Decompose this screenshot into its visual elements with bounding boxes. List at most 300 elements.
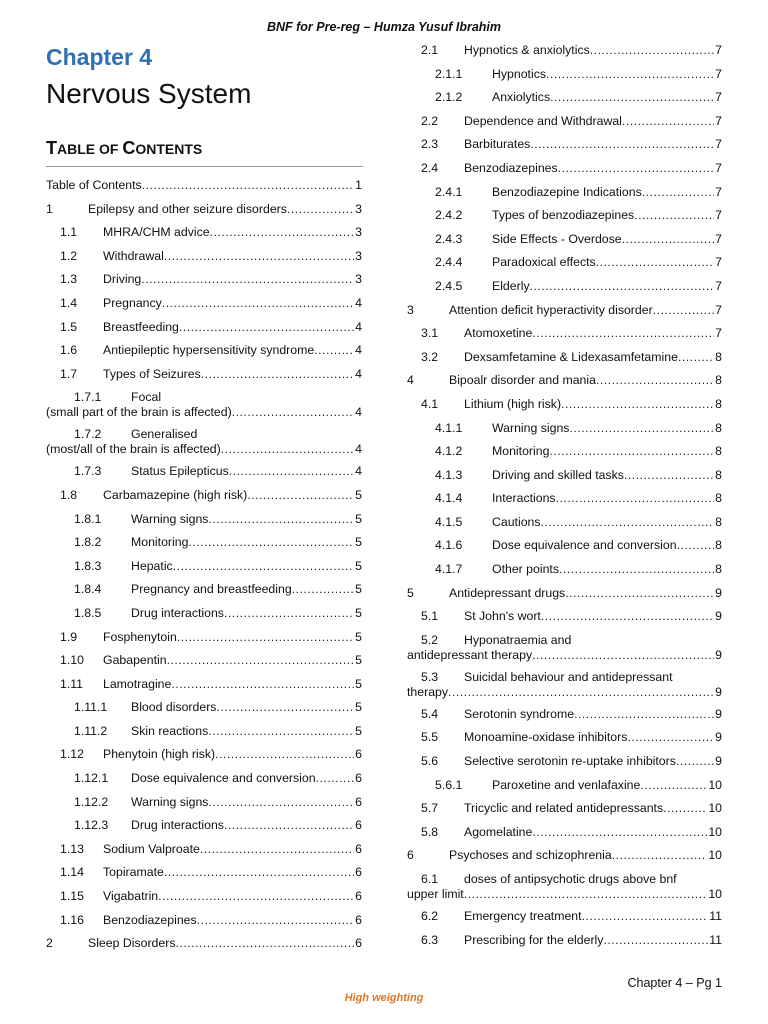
toc-entry-page: 7 (715, 113, 722, 128)
toc-entry-page: 8 (715, 373, 722, 388)
toc-entry-page: 4 (355, 405, 362, 420)
toc-entry[interactable] (46, 677, 362, 692)
leader-dots (215, 747, 354, 762)
toc-entry-page: 3 (355, 201, 362, 216)
toc-entry-text: Psychoses and schizophrenia (449, 848, 612, 863)
leader-dots (247, 488, 354, 503)
toc-entry-text: Warning signs (492, 420, 570, 435)
leader-dots (448, 685, 714, 700)
toc-entry-text: Elderly (492, 278, 530, 293)
leader-dots (464, 887, 708, 902)
toc-entry-number: 1.12.2 (74, 794, 109, 809)
leader-dots (179, 320, 354, 335)
toc-entry[interactable] (407, 848, 722, 863)
toc-entry-number: 5.7 (421, 801, 439, 816)
toc-entry-page: 6 (355, 889, 362, 904)
toc-entry-text: Monitoring (131, 535, 189, 550)
toc-entry[interactable] (46, 464, 362, 479)
toc-entry-number: 6.3 (421, 932, 439, 947)
toc-entry[interactable] (407, 515, 722, 530)
toc-entry-number: 2 (46, 936, 53, 951)
leader-dots (559, 562, 714, 577)
leader-dots (558, 161, 714, 176)
leader-dots (232, 405, 354, 420)
toc-entry[interactable] (46, 178, 362, 193)
leader-dots (622, 114, 714, 129)
toc-entry-text-cont: (small part of the brain is affected) (46, 405, 232, 420)
toc-entry[interactable] (407, 279, 722, 294)
toc-entry-text: Bipoalr disorder and mania (449, 373, 596, 388)
leader-dots (556, 491, 715, 506)
toc-entry[interactable] (46, 272, 362, 287)
toc-entry-number: 1.14 (60, 865, 84, 880)
leader-dots (208, 512, 354, 527)
toc-entry-page: 6 (355, 865, 362, 880)
toc-entry[interactable] (46, 320, 362, 335)
toc-entry-page: 9 (715, 647, 722, 662)
toc-entry[interactable] (407, 778, 722, 793)
toc-entry-text: Driving and skilled tasks (492, 467, 624, 482)
leader-dots (175, 936, 354, 951)
toc-entry-text: Withdrawal (103, 248, 164, 263)
leader-dots (532, 648, 714, 663)
toc-heading-c: C (122, 138, 136, 158)
toc-entry[interactable] (407, 730, 722, 745)
toc-entry-text: Benzodiazepines (103, 912, 197, 927)
toc-entry-number: 1.7.3 (74, 464, 102, 479)
toc-entry-text: Gabapentin (103, 653, 167, 668)
toc-entry[interactable] (407, 114, 722, 129)
toc-entry-text: Phenytoin (high risk) (103, 747, 216, 762)
toc-entry-page: 4 (355, 319, 362, 334)
toc-entry-text: Fosphenytoin (103, 629, 177, 644)
toc-entry-text: Emergency treatment (464, 909, 582, 923)
toc-entry-text: Drug interactions (131, 605, 224, 620)
toc-entry-number: 5.3 (421, 669, 439, 684)
toc-entry-number: 1.16 (60, 912, 84, 927)
toc-entry-number: 4 (407, 373, 414, 388)
toc-entry-page: 8 (715, 396, 722, 411)
toc-entry-page: 9 (715, 706, 722, 721)
toc-entry-page: 9 (715, 754, 722, 769)
toc-entry-number: 2.4.1 (435, 184, 463, 199)
leader-dots (177, 630, 354, 645)
toc-entry-text-cont: antidepressant therapy (407, 647, 533, 662)
toc-entry[interactable] (407, 373, 722, 388)
leader-dots (561, 397, 714, 412)
toc-entry-page: 6 (355, 747, 362, 762)
toc-entry[interactable] (407, 208, 722, 223)
toc-entry[interactable] (46, 225, 362, 240)
toc-entry[interactable] (46, 582, 362, 597)
toc-entry[interactable] (407, 468, 722, 483)
toc-entry[interactable] (407, 801, 722, 816)
toc-entry-page: 4 (355, 442, 362, 457)
leader-dots (287, 202, 354, 217)
toc-entry-page: 7 (715, 90, 722, 105)
toc-entry[interactable] (407, 421, 722, 436)
toc-entry-text: Drug interactions (131, 818, 224, 833)
leader-dots (188, 535, 354, 550)
toc-entry-number: 1 (46, 201, 53, 216)
toc-entry[interactable] (407, 562, 722, 577)
toc-entry-text: Lithium (high risk) (464, 396, 562, 411)
toc-entry-page: 6 (355, 794, 362, 809)
toc-entry[interactable] (407, 538, 722, 553)
toc-entry-number: 5.2 (421, 632, 439, 647)
toc-entry-page: 7 (715, 278, 722, 293)
leader-dots (653, 303, 714, 318)
toc-entry-number: 2.4.3 (435, 231, 463, 246)
toc-entry-page: 3 (355, 225, 362, 240)
toc-entry-page: 4 (355, 295, 362, 310)
leader-dots (158, 889, 354, 904)
toc-entry-number: 1.9 (60, 629, 78, 644)
toc-entry-page: 6 (355, 841, 362, 856)
toc-entry[interactable] (407, 933, 722, 948)
toc-entry-number: 2.3 (421, 137, 439, 152)
leader-dots (208, 724, 354, 739)
leader-dots (541, 609, 714, 624)
toc-entry[interactable] (46, 889, 362, 904)
toc-entry-text: Lamotragine (103, 676, 172, 691)
toc-heading (46, 138, 202, 159)
toc-entry[interactable] (407, 326, 722, 341)
toc-entry-number: 4.1.5 (435, 514, 463, 529)
toc-entry-number: 1.7.2 (74, 427, 102, 442)
toc-entry-page: 11 (709, 932, 722, 947)
toc-right-column (407, 43, 722, 956)
toc-entry[interactable] (46, 427, 362, 457)
toc-entry[interactable] (407, 185, 722, 200)
toc-entry-text: Other points (492, 562, 559, 577)
toc-entry-page: 5 (355, 723, 362, 738)
toc-entry[interactable] (46, 865, 362, 880)
toc-entry-number: 5.8 (421, 824, 439, 839)
toc-entry[interactable] (46, 630, 362, 645)
leader-dots (197, 913, 354, 928)
toc-entry-page: 7 (715, 231, 722, 246)
toc-entry-text-cont: upper limit (407, 887, 464, 901)
toc-entry-text: Driving (103, 272, 142, 287)
toc-entry[interactable] (407, 232, 722, 247)
toc-entry-text: Attention deficit hyperactivity disorder (449, 302, 653, 317)
toc-entry[interactable] (407, 491, 722, 506)
leader-dots (208, 795, 354, 810)
toc-entry-page: 7 (715, 326, 722, 341)
toc-entry-number: 1.2 (60, 248, 78, 263)
toc-entry-text: Focal (131, 390, 162, 405)
toc-entry[interactable] (407, 909, 722, 924)
toc-entry-page: 8 (715, 467, 722, 482)
toc-entry-number: 1.8.2 (74, 535, 102, 550)
toc-entry[interactable] (46, 488, 362, 503)
toc-entry-page: 8 (715, 514, 722, 529)
leader-dots (634, 208, 714, 223)
leader-dots (678, 350, 714, 365)
toc-entry-number: 4.1.4 (435, 491, 463, 506)
toc-entry[interactable] (407, 633, 722, 663)
leader-dots (221, 442, 354, 457)
leader-dots (546, 67, 714, 82)
toc-entry-number: 1.11.1 (74, 700, 108, 715)
toc-entry[interactable] (407, 303, 722, 318)
toc-entry-text: Barbiturates (464, 137, 531, 152)
toc-entry-text: Epilepsy and other seizure disorders (88, 201, 287, 216)
toc-entry-page: 3 (355, 272, 362, 287)
toc-entry-number: 1.10 (60, 653, 84, 668)
toc-entry[interactable] (407, 161, 722, 176)
toc-entry-number: 4.1 (421, 396, 439, 411)
toc-entry-page: 10 (708, 887, 722, 901)
leader-dots (532, 825, 707, 840)
toc-entry-number: 2.1.1 (435, 66, 463, 81)
toc-entry-text: Monoamine-oxidase inhibitors (464, 730, 628, 745)
toc-entry-text: MHRA/CHM advice (103, 225, 210, 240)
leader-dots (530, 279, 715, 294)
toc-entry-number: 5.6 (421, 754, 439, 769)
toc-entry-page: 6 (355, 912, 362, 927)
toc-entry-page: 3 (355, 248, 362, 263)
toc-entry[interactable] (407, 609, 722, 624)
leader-dots (550, 90, 714, 105)
toc-entry[interactable] (407, 872, 722, 902)
toc-entry[interactable] (407, 350, 722, 365)
toc-entry[interactable] (46, 747, 362, 762)
toc-entry-number: 1.11 (60, 676, 84, 691)
toc-entry[interactable] (407, 90, 722, 105)
toc-entry-number: 4.1.1 (435, 420, 463, 435)
leader-dots (210, 225, 355, 240)
toc-entry-text: Dose equivalence and conversion (131, 771, 316, 786)
toc-entry-page: 8 (715, 349, 722, 364)
toc-entry-page: 5 (355, 487, 362, 502)
leader-dots (549, 444, 714, 459)
toc-entry[interactable] (46, 724, 362, 739)
leader-dots (316, 771, 355, 786)
leader-dots (612, 848, 708, 863)
toc-entry-text: Agomelatine (464, 824, 533, 839)
toc-entry[interactable] (46, 390, 362, 420)
toc-entry[interactable] (46, 296, 362, 311)
leader-dots (624, 468, 714, 483)
leader-dots (582, 909, 709, 924)
toc-entry[interactable] (407, 754, 722, 769)
toc-entry-number: 6.1 (421, 872, 439, 886)
toc-entry[interactable] (407, 707, 722, 722)
toc-entry-text: Warning signs (131, 511, 209, 526)
toc-entry-text: Topiramate (103, 865, 164, 880)
toc-heading-able: ABLE OF (57, 141, 123, 157)
leader-dots (590, 43, 714, 58)
leader-dots (663, 801, 707, 816)
toc-entry-text: Paroxetine and venlafaxine (492, 777, 641, 792)
toc-entry[interactable] (46, 343, 362, 358)
toc-entry-number: 1.13 (60, 841, 84, 856)
toc-entry-page: 5 (355, 535, 362, 550)
toc-entry[interactable] (46, 367, 362, 382)
toc-entry-text: Pregnancy (103, 295, 162, 310)
toc-entry-number: 5.5 (421, 730, 439, 745)
leader-dots (173, 559, 354, 574)
toc-entry[interactable] (46, 818, 362, 833)
toc-entry-number: 1.8.4 (74, 582, 102, 597)
leader-dots (292, 582, 354, 597)
toc-entry-page: 7 (715, 43, 722, 57)
running-header: BNF for Pre-reg – Humza Yusuf Ibrahim (266, 20, 502, 34)
leader-dots (603, 933, 708, 948)
leader-dots (142, 178, 354, 193)
toc-entry-text: Vigabatrin (103, 889, 159, 904)
toc-entry-number: 1.5 (60, 319, 78, 334)
leader-dots (164, 249, 354, 264)
leader-dots (622, 232, 715, 247)
toc-entry-text: Types of benzodiazepines (492, 208, 635, 223)
toc-entry[interactable] (46, 700, 362, 715)
toc-entry-text: Carbamazepine (high risk) (103, 487, 248, 502)
leader-dots (141, 272, 354, 287)
toc-entry-text: Interactions (492, 491, 556, 506)
leader-dots (216, 700, 354, 715)
toc-entry-page: 8 (715, 491, 722, 506)
toc-entry-number: 5.6.1 (435, 777, 463, 792)
toc-entry-page: 9 (715, 684, 722, 699)
toc-entry[interactable] (46, 842, 362, 857)
toc-entry-text: Prescribing for the elderly (464, 932, 604, 947)
leader-dots (167, 653, 355, 668)
toc-entry[interactable] (407, 825, 722, 840)
toc-entry-page: 7 (715, 255, 722, 270)
leader-dots (201, 367, 354, 382)
toc-entry[interactable] (46, 653, 362, 668)
toc-entry-number: 1.15 (60, 889, 84, 904)
toc-entry-text: St John's wort (464, 609, 541, 624)
toc-entry-page: 7 (715, 160, 722, 175)
toc-entry-number: 1.8 (60, 487, 78, 502)
toc-entry-page: 5 (355, 653, 362, 668)
toc-entry-text: Hepatic (131, 558, 173, 573)
toc-entry-text: Paradoxical effects (492, 255, 596, 270)
toc-entry[interactable] (46, 606, 362, 621)
toc-entry-page: 8 (715, 538, 722, 553)
toc-entry[interactable] (46, 535, 362, 550)
toc-entry-text: doses of antipsychotic drugs above bnf (464, 872, 677, 886)
toc-entry-text: Hypnotics & anxiolytics (464, 43, 590, 57)
toc-entry-number: 4.1.7 (435, 562, 463, 577)
toc-entry-page: 7 (715, 208, 722, 223)
leader-dots (627, 730, 714, 745)
toc-entry[interactable] (407, 670, 722, 700)
toc-entry-page: 10 (708, 777, 722, 792)
toc-entry[interactable] (407, 67, 722, 82)
toc-entry-number: 1.12.3 (74, 818, 109, 833)
toc-entry-number: 5.1 (421, 609, 439, 624)
toc-entry-number: 1.12.1 (74, 771, 109, 786)
toc-entry-text: Side Effects - Overdose (492, 231, 622, 246)
toc-entry[interactable] (46, 771, 362, 786)
toc-entry-text-cont: therapy (407, 684, 449, 699)
toc-entry-number: 3 (407, 302, 414, 317)
footer-note: High weighting (344, 992, 424, 1004)
toc-entry-page: 11 (709, 909, 722, 923)
toc-entry-text: Pregnancy and breastfeeding (131, 582, 292, 597)
toc-entry-text: Sleep Disorders (88, 936, 176, 951)
toc-entry-text: Atomoxetine (464, 326, 533, 341)
leader-dots (640, 778, 707, 793)
toc-entry-text: Dependence and Withdrawal (464, 113, 622, 128)
toc-entry-text: Blood disorders (131, 700, 217, 715)
toc-entry-text: Suicidal behaviour and antidepressant (464, 669, 673, 684)
toc-entry-text: Dose equivalence and conversion (492, 538, 677, 553)
toc-entry-page: 9 (715, 730, 722, 745)
toc-entry-page: 1 (355, 178, 362, 192)
toc-entry-page: 6 (355, 936, 362, 951)
toc-entry-text: Antidepressant drugs (449, 585, 566, 600)
toc-entry-number: 1.7 (60, 366, 78, 381)
toc-entry-number: 1.12 (60, 747, 84, 762)
toc-entry-page: 10 (708, 824, 722, 839)
toc-entry-text: Status Epilepticus (131, 464, 229, 479)
toc-entry[interactable] (46, 913, 362, 928)
toc-left-column (46, 178, 362, 960)
toc-entry-text: Tricyclic and related antidepressants (464, 801, 664, 816)
toc-entry-number: 2.4.5 (435, 278, 463, 293)
toc-entry-number: 2.4.2 (435, 208, 463, 223)
toc-entry-number: 1.11.2 (74, 723, 108, 738)
leader-dots (677, 538, 715, 553)
toc-entry-page: 6 (355, 771, 362, 786)
chapter-label: Chapter 4 (46, 44, 153, 70)
toc-entry[interactable] (407, 586, 722, 601)
toc-entry-page: 5 (355, 558, 362, 573)
toc-entry-text: Benzodiazepines (464, 160, 558, 175)
toc-entry[interactable] (46, 795, 362, 810)
toc-entry-number: 5 (407, 585, 414, 600)
toc-entry-number: 2.4 (421, 160, 439, 175)
toc-entry[interactable] (407, 255, 722, 270)
toc-entry[interactable] (407, 444, 722, 459)
toc-entry[interactable] (407, 43, 722, 58)
leader-dots (642, 185, 714, 200)
toc-entry[interactable] (407, 397, 722, 412)
toc-entry[interactable] (46, 936, 362, 951)
toc-entry[interactable] (46, 202, 362, 217)
toc-entry-number: 1.4 (60, 295, 78, 310)
toc-entry-number: 2.2 (421, 113, 439, 128)
toc-entry[interactable] (46, 249, 362, 264)
toc-entry-page: 10 (708, 801, 722, 816)
toc-entry-text: Breastfeeding (103, 319, 179, 334)
toc-entry-page: 7 (715, 302, 722, 317)
toc-entry-page: 9 (715, 585, 722, 600)
toc-entry-number: 1.8.5 (74, 605, 102, 620)
leader-dots (569, 421, 714, 436)
toc-entry[interactable] (46, 559, 362, 574)
toc-entry-page: 7 (715, 137, 722, 152)
leader-dots (676, 754, 714, 769)
toc-entry[interactable] (46, 512, 362, 527)
toc-entry-page: 8 (715, 562, 722, 577)
toc-entry-number: 1.7.1 (74, 390, 102, 405)
toc-entry-page: 9 (715, 609, 722, 624)
toc-entry-text: Types of Seizures (103, 366, 201, 381)
toc-entry[interactable] (407, 137, 722, 152)
leader-dots (224, 818, 354, 833)
toc-entry-page: 5 (355, 511, 362, 526)
toc-entry-page: 5 (355, 700, 362, 715)
toc-entry-text: Anxiolytics (492, 90, 551, 105)
toc-entry-number: 1.8.3 (74, 558, 102, 573)
